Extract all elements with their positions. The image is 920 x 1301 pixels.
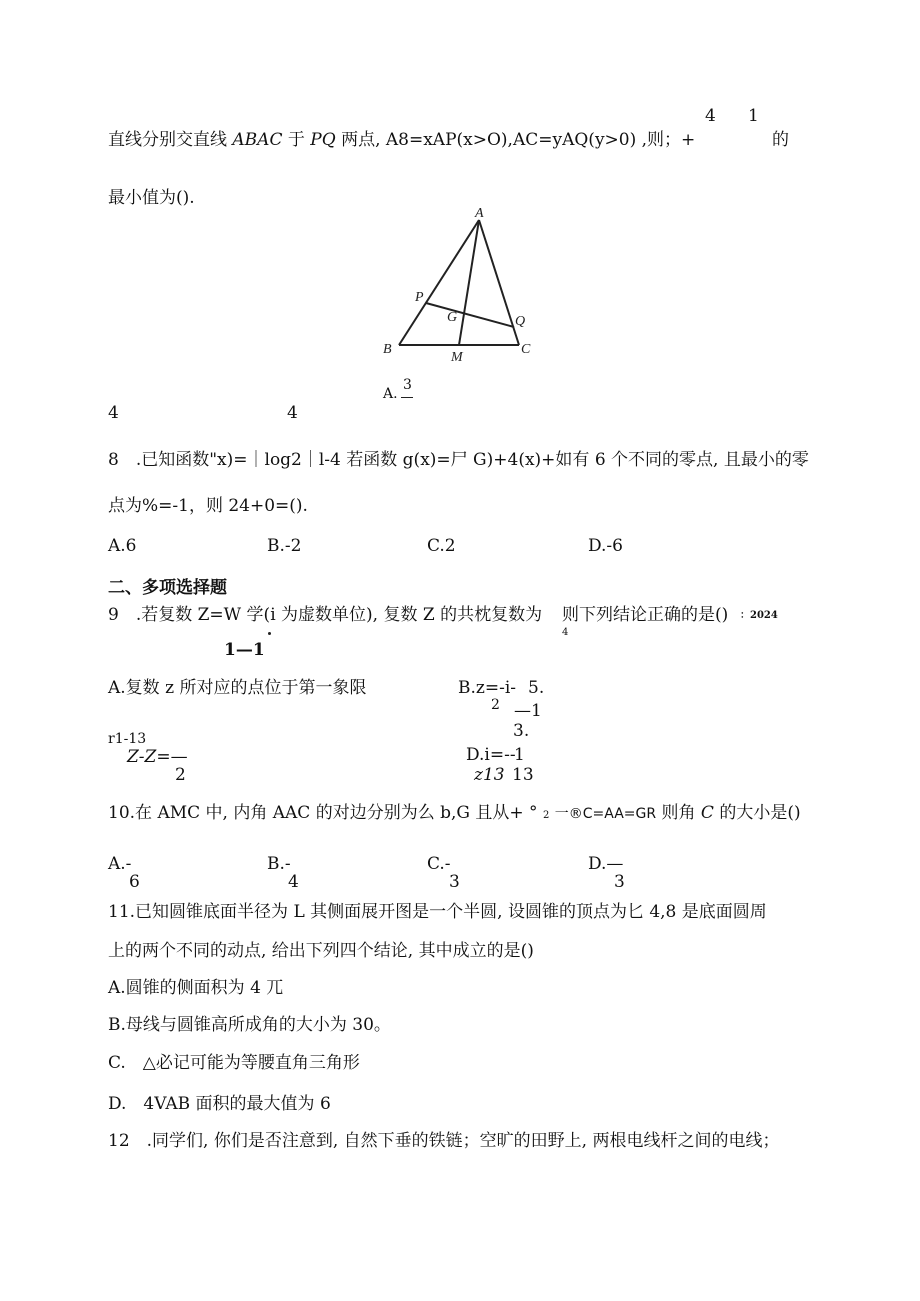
- q11-option-d: D. 4VAB 面积的最大值为 6: [108, 1094, 331, 1114]
- q10-option-d-den: 3: [614, 872, 625, 892]
- q9-tag: ：2024: [740, 610, 778, 621]
- q10-line1-e: C: [700, 803, 714, 823]
- q7-line2: 最小值为().: [108, 188, 195, 208]
- q10-line1: [108, 805, 801, 822]
- q10-option-a-den: 6: [129, 872, 140, 892]
- q9-option-d-one: 1: [514, 745, 525, 765]
- q10-option-d: D.—: [588, 854, 624, 874]
- q7-option-a-label: A.: [383, 386, 398, 402]
- q10-line1-sub2: 2: [542, 810, 550, 821]
- q12-line1: 12 .同学们, 你们是否注意到, 自然下垂的铁链；空旷的田野上, 两根电线杆之间的电线；: [108, 1131, 780, 1151]
- q10-option-c: C.-: [427, 854, 451, 874]
- q8-option-d: D.-6: [588, 536, 623, 556]
- q9-option-b-den: 2: [491, 697, 500, 713]
- q7-denominator-left: 4: [108, 403, 119, 423]
- q10-line1-a: 10.在 AMC 中, 内角 AAC 的对边分别为么 b,G 且从+ °: [108, 803, 538, 823]
- label-p: P: [415, 290, 424, 305]
- q7-line1-yu: 于: [287, 130, 305, 150]
- q11-line1: 11.已知圆锥底面半径为 L 其侧面展开图是一个半圆, 设圆锥的顶点为匕 4,8 是底面圆周: [108, 902, 767, 922]
- q9-option-a: A.复数 z 所对应的点位于第一象限: [108, 678, 367, 698]
- label-c: C: [521, 342, 531, 357]
- q11-option-c: C. △必记可能为等腰直角三角形: [108, 1053, 360, 1073]
- q7-line1-abac: ABAC: [232, 130, 283, 150]
- q8-line1: 8 .已知函数"x)=｜log2｜l-4 若函数 g(x)=尸 G)+4(x)+如有 6 个不同的零点, 且最小的零: [108, 450, 809, 470]
- q9-option-d-bottom-right: 13: [512, 765, 534, 785]
- q10-line1-f: 的大小是(): [719, 803, 801, 823]
- q9-line1: 9 .若复数 Z=W 学(i 为虚数单位), 复数 Z 的共枕复数为: [108, 605, 543, 625]
- q11-option-b: B.母线与圆锥高所成角的大小为 30。: [108, 1015, 391, 1035]
- q10-option-c-den: 3: [449, 872, 460, 892]
- q8-option-a: A.6: [108, 536, 137, 556]
- q9-option-d-bottom-left: z13: [474, 765, 505, 785]
- q7-frac-numerator-1: 1: [748, 106, 759, 126]
- label-m: M: [451, 350, 463, 365]
- q10-option-b: B.-: [267, 854, 291, 874]
- q9-small-4: 4: [562, 627, 569, 638]
- q11-option-a: A.圆锥的侧面积为 4 兀: [108, 978, 284, 998]
- q8-line2: 点为%=-1，则 24+0=().: [108, 496, 308, 516]
- q9-option-b-right: 5.: [528, 678, 545, 698]
- section2-title: 二、多项选择题: [108, 578, 227, 598]
- label-g: G: [447, 310, 458, 325]
- side-ab: [399, 220, 479, 345]
- q10-line1-c: 一®C=AA=GR: [554, 806, 657, 822]
- q7-option-a-numerator: 3: [403, 377, 412, 393]
- q9-option-d: D.i=--: [466, 745, 516, 765]
- q9-option-c: Z-Z=—: [127, 747, 188, 767]
- q9-line1-end: 则下列结论正确的是(): [562, 605, 729, 625]
- median-am: [459, 220, 479, 345]
- q10-line1-d: 则角: [661, 803, 696, 823]
- q11-line2: 上的两个不同的动点, 给出下列四个结论, 其中成立的是(): [108, 941, 534, 961]
- q9-fraction: 1—1: [224, 640, 265, 660]
- q7-line1: [108, 132, 695, 149]
- q7-triangle-figure: [375, 205, 545, 365]
- q8-option-b: B.-2: [267, 536, 302, 556]
- q9-option-c-den: 2: [175, 765, 186, 785]
- q9-option-c-top: r1-13: [108, 731, 147, 747]
- q9-option-d-top: 3.: [513, 721, 530, 741]
- label-b: B: [383, 342, 392, 357]
- q7-line1-rest: 两点, A8=xAP(x>O),AC=yAQ(y>0) ,则；+: [341, 130, 696, 150]
- q9-dot-mark: [268, 632, 271, 635]
- q8-option-c: C.2: [427, 536, 456, 556]
- q9-option-b: B.z=-i-: [458, 678, 517, 698]
- label-q: Q: [515, 314, 526, 329]
- segment-pq: [426, 303, 514, 327]
- q7-denominator-right: 4: [287, 403, 298, 423]
- q10-option-a: A.-: [108, 854, 132, 874]
- q7-line1-text: 直线分别交直线: [108, 130, 227, 150]
- q7-option-a-fraction-bar: [401, 397, 413, 398]
- q7-frac-numerator-4: 4: [705, 106, 716, 126]
- q9-option-b-den2: —1: [514, 701, 542, 721]
- q10-option-b-den: 4: [288, 872, 299, 892]
- label-a: A: [475, 206, 484, 221]
- q7-line1-de: 的: [772, 130, 789, 150]
- q7-line1-pq: PQ: [310, 130, 336, 150]
